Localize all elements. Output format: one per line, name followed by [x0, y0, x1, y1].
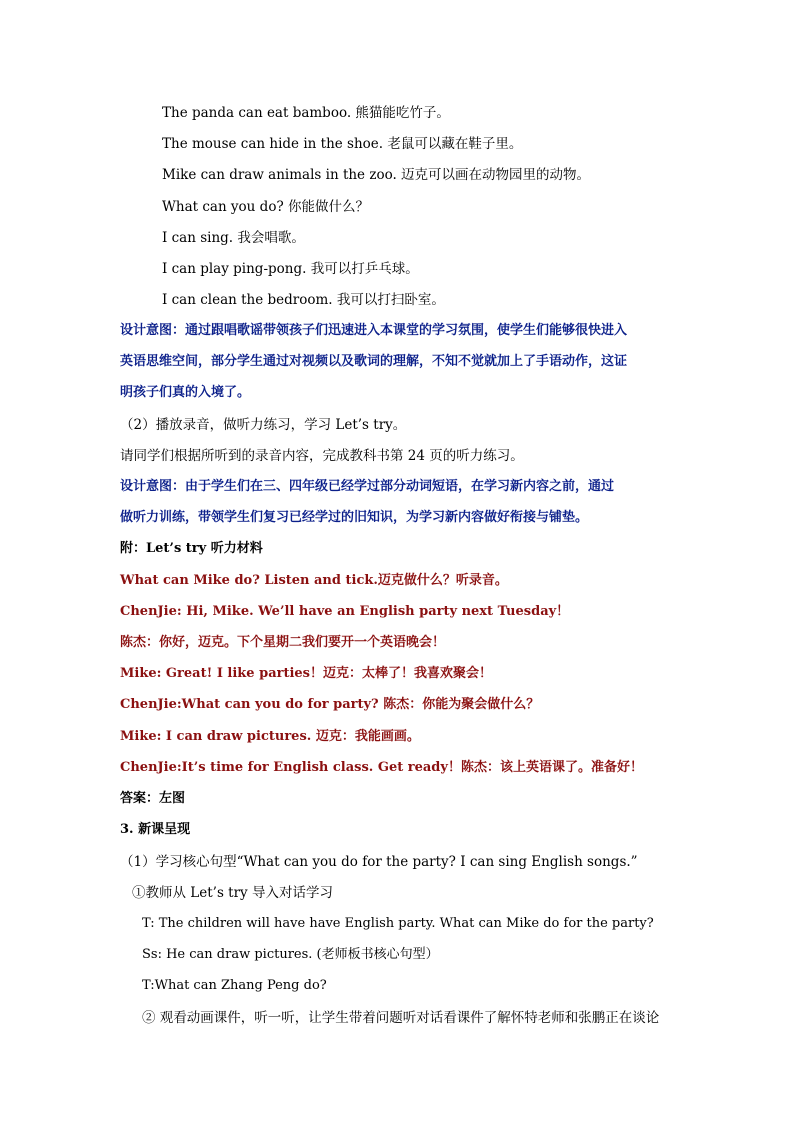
example-sentence-7: I can clean the bedroom. 我可以打扫卧室。 — [162, 292, 445, 308]
listening-material-7: ChenJie:It’s time for English class. Get ready！陈杰：该上英语课了。准备好！ — [120, 760, 643, 775]
example-sentence-4: What can you do? 你能做什么？ — [162, 199, 369, 215]
listening-material-1: What can Mike do? Listen and tick.迈克做什么？听录音。 — [120, 573, 508, 588]
design-intent-1-line-3: 明孩子们真的入境了。 — [120, 385, 251, 400]
step-2-heading: （2）播放录音，做听力练习，学习 Let’s try。 — [120, 417, 407, 433]
example-sentence-3: Mike can draw animals in the zoo. 迈克可以画在动物园里的动物。 — [162, 167, 591, 183]
listening-material-6: Mike: I can draw pictures. 迈克：我能画画。 — [120, 729, 420, 744]
example-sentence-5: I can sing. 我会唱歌。 — [162, 230, 305, 246]
design-intent-2-line-1: 设计意图：由于学生们在三、四年级已经学过部分动词短语，在学习新内容之前，通过 — [120, 479, 615, 494]
design-intent-2-line-2: 做听力训练，带领学生们复习已经学过的旧知识，为学习新内容做好衔接与铺垫。 — [120, 510, 589, 525]
teacher-line: T: The children will have have English party. What can Mike do for the party? — [142, 916, 654, 931]
core-sentence-heading: （1）学习核心句型“What can you do for the party? I can sing English songs.” — [120, 854, 638, 870]
listening-material-5: ChenJie:What can you do for party? 陈杰：你能为聚会做什么？ — [120, 697, 540, 712]
listening-material-2: ChenJie: Hi, Mike. We’ll have an English party next Tuesday！ — [120, 604, 570, 619]
step-2-intro: ② 观看动画课件，听一听，让学生带着问题听对话看课件了解怀特老师和张鹏正在谈论 — [142, 1010, 660, 1026]
students-line: Ss: He can draw pictures. (老师板书核心句型） — [142, 947, 439, 962]
step-2-instruction: 请同学们根据所听到的录音内容，完成教科书第 24 页的听力练习。 — [120, 448, 524, 464]
teacher-question: T:What can Zhang Peng do? — [142, 978, 327, 993]
step-1-intro: ①教师从 Let’s try 导入对话学习 — [132, 885, 333, 901]
answer-line: 答案：左图 — [120, 791, 186, 806]
example-sentence-2: The mouse can hide in the shoe. 老鼠可以藏在鞋子里。 — [162, 136, 523, 152]
example-sentence-1: The panda can eat bamboo. 熊猫能吃竹子。 — [162, 105, 450, 121]
design-intent-1-line-1: 设计意图：通过跟唱歌谣带领孩子们迅速进入本课堂的学习氛围，使学生们能够很快进入 — [120, 323, 628, 338]
listening-material-3: 陈杰：你好，迈克。下个星期二我们要开一个英语晚会！ — [120, 635, 446, 650]
appendix-title: 附：Let’s try 听力材料 — [120, 541, 263, 556]
example-sentence-6: I can play ping-pong. 我可以打乒乓球。 — [162, 261, 419, 277]
section-3-heading: 3. 新课呈现 — [120, 822, 191, 837]
listening-material-4: Mike: Great! I like parties！迈克：太棒了！我喜欢聚会！ — [120, 666, 492, 681]
design-intent-1-line-2: 英语思维空间，部分学生通过对视频以及歌词的理解，不知不觉就加上了手语动作，这证 — [120, 354, 628, 369]
